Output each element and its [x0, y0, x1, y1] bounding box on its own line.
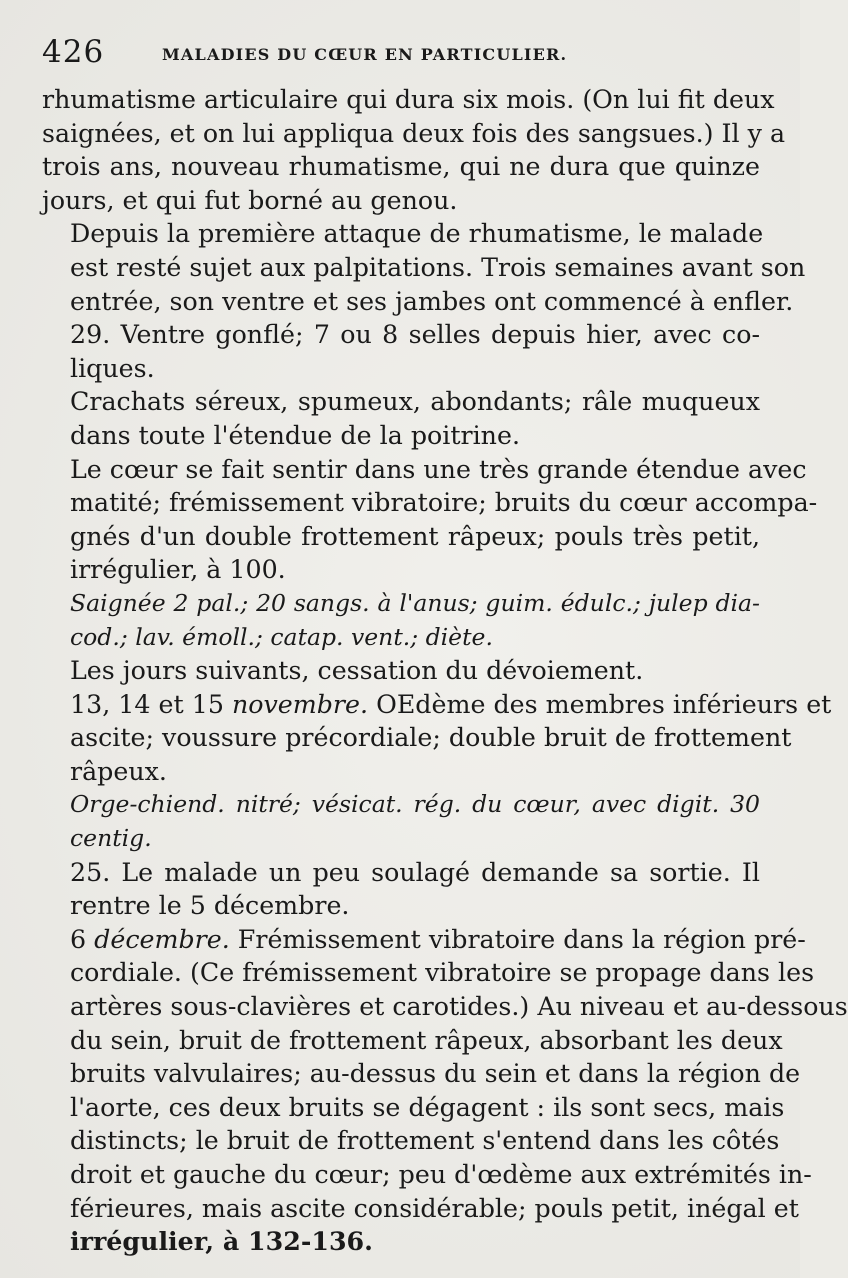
text-line: liques.: [70, 353, 155, 383]
text-line: 25. Le malade un peu soulagé demande sa sortie. Il: [70, 857, 760, 887]
paragraph: [42, 453, 818, 587]
paragraph: [42, 654, 760, 688]
text-line: saignées, et on lui appliqua deux fois des sangsues.) Il y a: [42, 118, 786, 148]
running-head: MALADIES DU CŒUR EN PARTICULIER.: [162, 45, 568, 64]
text-line: 29. Ventre gonflé; 7 ou 8 selles depuis hier, avec co-: [70, 320, 760, 350]
text-line: cod.; lav. émoll.; catap. vent.; diète.: [70, 622, 493, 651]
paragraph: [42, 688, 832, 789]
text-line: rentre le 5 décembre.: [70, 891, 350, 921]
text-line: trois ans, nouveau rhumatisme, qui ne dura que quinze: [42, 152, 760, 182]
text-line: distincts; le bruit de frottement s'entend dans les côtés: [70, 1126, 780, 1156]
text-line: férieures, mais ascite considérable; pouls petit, inégal et: [70, 1193, 799, 1223]
text-line: Le cœur se fait sentir dans une très grande étendue avec: [70, 454, 807, 484]
text-line: bruits valvulaires; au-dessus du sein et dans la région de: [70, 1059, 801, 1089]
text-line: centig.: [70, 824, 152, 853]
text-line: rhumatisme articulaire qui dura six mois. (On lui fit deux: [42, 85, 775, 114]
prescription: [42, 587, 760, 654]
paragraph: [42, 385, 760, 452]
text-line: cordiale. (Ce frémissement vibratoire se propage dans les: [70, 958, 815, 988]
text-line: Depuis la première attaque de rhumatisme, le malade: [70, 219, 764, 249]
text-line: râpeux.: [70, 756, 167, 786]
paragraph: [42, 318, 760, 385]
prescription: [42, 788, 760, 855]
text-line: matité; frémissement vibratoire; bruits du cœur accompa-: [70, 488, 818, 518]
text-line: est resté sujet aux palpitations. Trois semaines avant son: [70, 252, 806, 282]
text-line: irrégulier, à 100.: [70, 555, 286, 585]
text-line: dans toute l'étendue de la poitrine.: [70, 420, 520, 450]
text-line: du sein, bruit de frottement râpeux, absorbant les deux: [70, 1025, 783, 1055]
text-line: 6 décembre. Frémissement vibratoire dans la région pré-: [70, 924, 806, 954]
text-line: Orge-chiend. nitré; vésicat. rég. du cœur, avec digit. 30: [70, 790, 760, 819]
body-text: [42, 83, 848, 1259]
page-number: 426: [42, 34, 105, 70]
text-line: droit et gauche du cœur; peu d'œdème aux extrémités in-: [70, 1160, 812, 1189]
text-line: 13, 14 et 15 novembre. OEdème des membres inférieurs et: [70, 689, 832, 719]
paragraph: [42, 217, 806, 318]
text-line: entrée, son ventre et ses jambes ont commencé à enfler.: [70, 286, 794, 316]
text-line: Saignée 2 pal.; 20 sangs. à l'anus; guim. édulc.; julep dia-: [70, 588, 760, 617]
paragraph: [42, 83, 786, 217]
paragraph: [42, 856, 760, 923]
text-line: artères sous-clavières et carotides.) Au niveau et au-dessous: [70, 992, 848, 1022]
text-line: jours, et qui fut borné au genou.: [42, 185, 458, 215]
text-line: Crachats séreux, spumeux, abondants; râle muqueux: [70, 387, 760, 417]
text-line: ascite; voussure précordiale; double bruit de frottement: [70, 723, 792, 753]
text-line: l'aorte, ces deux bruits se dégagent : ils sont secs, mais: [70, 1092, 785, 1122]
paragraph: [42, 923, 848, 1259]
text-line: irrégulier, à 132-136.: [70, 1226, 373, 1257]
page-header: [42, 34, 762, 74]
text-line: gnés d'un double frottement râpeux; pouls très petit,: [70, 521, 760, 551]
text-line: Les jours suivants, cessation du dévoiement.: [70, 656, 644, 686]
